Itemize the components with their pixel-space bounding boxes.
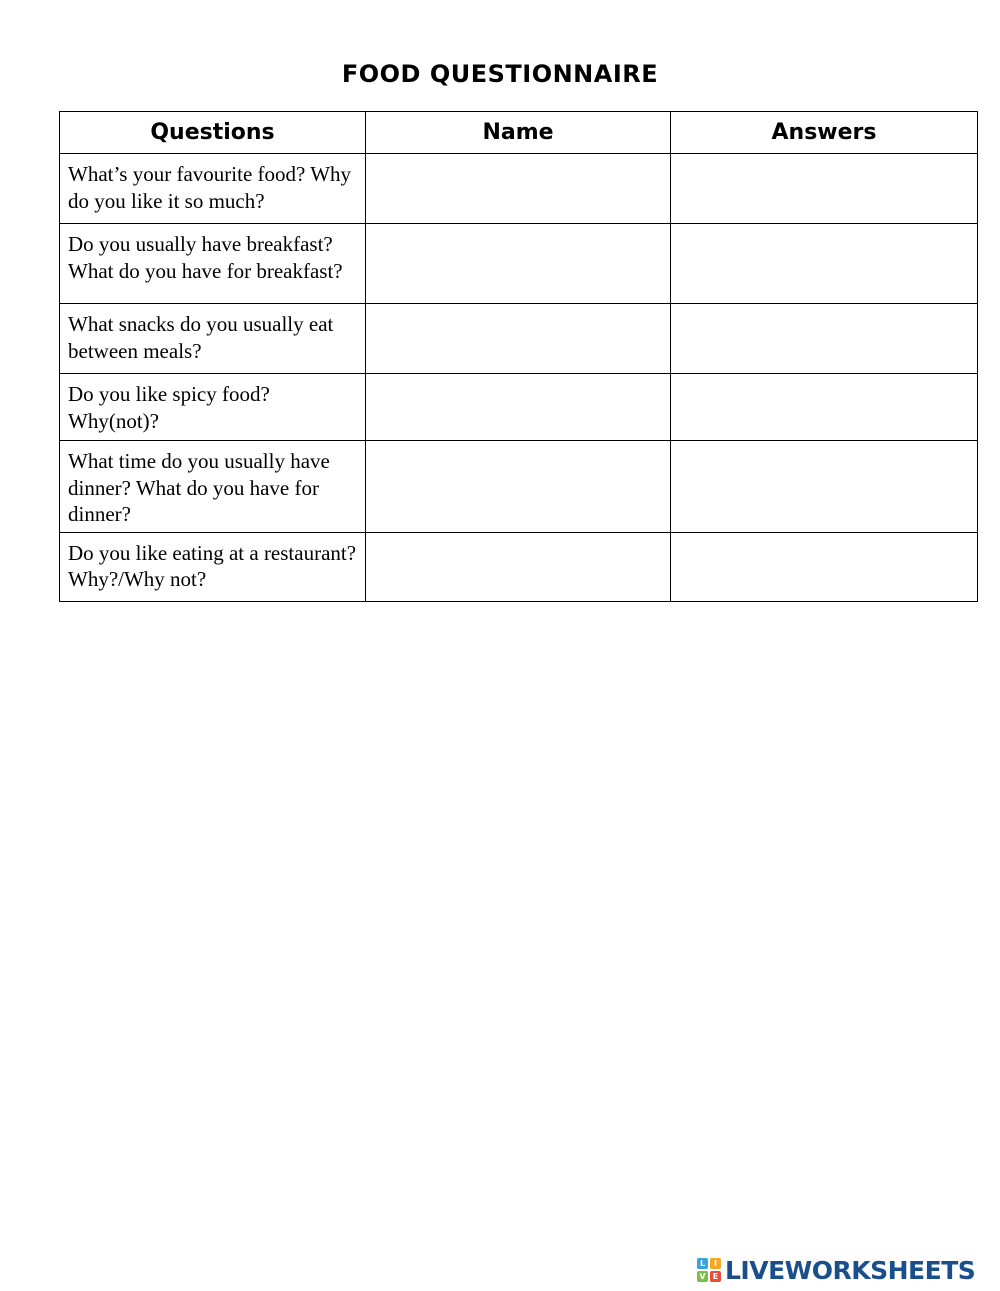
answer-cell[interactable] bbox=[671, 154, 978, 224]
question-cell: What time do you usually have dinner? What do you have for dinner? bbox=[60, 441, 366, 533]
name-input[interactable] bbox=[366, 374, 670, 439]
table-row bbox=[60, 304, 978, 374]
page-title: FOOD QUESTIONNAIRE bbox=[341, 60, 659, 88]
logo-mark-i: I bbox=[710, 1258, 721, 1269]
logo-mark-v: V bbox=[697, 1271, 708, 1282]
header-name: Name bbox=[366, 112, 671, 154]
questionnaire-table bbox=[59, 111, 978, 602]
table-row bbox=[60, 224, 978, 304]
answer-input[interactable] bbox=[671, 224, 977, 302]
name-cell[interactable] bbox=[366, 304, 671, 374]
answer-cell[interactable] bbox=[671, 304, 978, 374]
name-input[interactable] bbox=[366, 533, 670, 600]
question-cell: Do you like spicy food? Why(not)? bbox=[60, 374, 366, 441]
table-row bbox=[60, 441, 978, 533]
name-cell[interactable] bbox=[366, 441, 671, 533]
table-header-row bbox=[60, 112, 978, 154]
header-answers: Answers bbox=[671, 112, 978, 154]
table-row bbox=[60, 154, 978, 224]
answer-cell[interactable] bbox=[671, 532, 978, 601]
answer-input[interactable] bbox=[671, 374, 977, 439]
name-input[interactable] bbox=[366, 304, 670, 372]
liveworksheets-logo[interactable] bbox=[697, 1255, 975, 1285]
name-cell[interactable] bbox=[366, 154, 671, 224]
answer-cell[interactable] bbox=[671, 224, 978, 304]
name-input[interactable] bbox=[366, 154, 670, 222]
name-cell[interactable] bbox=[366, 532, 671, 601]
answer-cell[interactable] bbox=[671, 441, 978, 533]
answer-input[interactable] bbox=[671, 441, 977, 519]
logo-mark-l: L bbox=[697, 1258, 708, 1269]
logo-mark-e: E bbox=[710, 1271, 721, 1282]
liveworksheets-logo-icon bbox=[697, 1258, 721, 1282]
name-input[interactable] bbox=[366, 441, 670, 519]
name-cell[interactable] bbox=[366, 224, 671, 304]
table-row bbox=[60, 532, 978, 601]
answer-input[interactable] bbox=[671, 533, 977, 600]
question-cell: Do you like eating at a restaurant? Why?/Why not? bbox=[60, 532, 366, 601]
question-cell: What snacks do you usually eat between meals? bbox=[60, 304, 366, 374]
question-cell: Do you usually have breakfast? What do you have for breakfast? bbox=[60, 224, 366, 304]
answer-input[interactable] bbox=[671, 304, 977, 372]
answer-cell[interactable] bbox=[671, 374, 978, 441]
name-cell[interactable] bbox=[366, 374, 671, 441]
header-questions: Questions bbox=[60, 112, 366, 154]
question-cell: What’s your favourite food? Why do you like it so much? bbox=[60, 154, 366, 224]
answer-input[interactable] bbox=[671, 154, 977, 222]
table-row bbox=[60, 374, 978, 441]
liveworksheets-logo-text: LIVEWORKSHEETS bbox=[725, 1255, 976, 1285]
name-input[interactable] bbox=[366, 224, 670, 302]
